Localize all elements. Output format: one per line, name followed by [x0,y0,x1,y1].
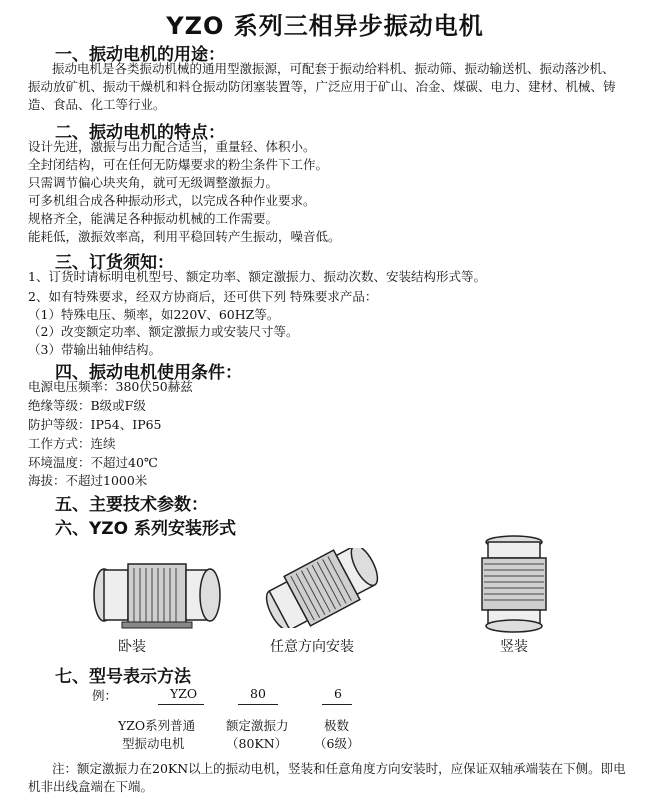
ordering-line: （3）带输出轴伸结构。 [28,342,161,357]
ordering-line: 2、如有特殊要求，经双方协商后，还可供下列 特殊要求产品： [28,289,378,304]
caption-any-direction: 任意方向安装 [270,639,354,655]
desc-series-line1: YZO系列普通 [118,718,196,733]
underline-poles [322,704,352,705]
caption-horizontal: 卧装 [118,639,146,655]
condition-line: 防护等级：IP54、IP65 [28,417,162,432]
desc-series-line2: 型振动电机 [122,736,185,751]
code-force: 80 [250,686,266,701]
section-heading-installation: 六、YZO 系列安装形式 [55,519,237,539]
ordering-line: 1、订货时请标明电机型号、额定功率、额定激振力、振动次数、安装结构形式等。 [28,269,486,284]
condition-line: 工作方式：连续 [28,436,116,451]
condition-line: 绝缘等级：B级或F级 [28,398,146,413]
feature-line: 全封闭结构，可在任何无防爆要求的粉尘条件下工作。 [28,157,329,172]
example-label: 例： [92,688,118,703]
feature-line: 设计先进，激振与出力配合适当，重量轻、体积小。 [28,139,316,154]
condition-line: 电源电压频率：380伏50赫兹 [28,379,193,394]
feature-line: 能耗低，激振效率高，利用平稳回转产生振动，噪音低。 [28,229,341,244]
usage-text: 振动电机是各类振动机械的通用型激振源，可配套于振动给料机、振动筛、振动输送机、振动落沙机、振动放矿机、振动干燥机和料仓振动防闭塞装置等，广泛应用于矿山、冶金、煤碳、电力、建材、机械、铸造、食品、化工等行业。 [28,61,616,112]
section-heading-model-notation: 七、型号表示方法 [55,667,191,687]
section-heading-ordering: 三、订货须知： [55,253,174,273]
any-direction-motor-image [262,548,382,628]
desc-force-line2: （80KN） [226,736,288,751]
vertical-motor-image [474,534,554,634]
usage-paragraph [28,60,626,114]
horizontal-motor-image [92,560,222,630]
section-heading-conditions: 四、振动电机使用条件： [55,363,242,383]
section-heading-parameters: 五、主要技术参数： [55,495,208,515]
code-poles: 6 [334,686,342,701]
desc-poles-line1: 极数 [324,718,350,733]
desc-poles-line2: （6级） [314,736,360,751]
section-heading-features: 二、振动电机的特点： [55,123,225,143]
ordering-line: （1）特殊电压、频率，如220V、60HZ等。 [28,307,280,322]
page-title: YZO 系列三相异步振动电机 [166,12,484,40]
underline-force [238,704,278,705]
section-heading-usage: 一、振动电机的用途： [55,45,225,65]
condition-line: 环境温度：不超过40℃ [28,455,158,470]
condition-line: 海拔：不超过1000米 [28,473,148,488]
feature-line: 只需调节偏心块夹角，就可无级调整激振力。 [28,175,279,190]
footnote [28,760,626,796]
desc-force-line1: 额定激振力 [226,718,289,733]
code-series: YZO [170,686,198,701]
ordering-line: （2）改变额定功率、额定激振力或安装尺寸等。 [28,324,299,339]
feature-line: 可多机组合成各种振动形式，以完成各种作业要求。 [28,193,316,208]
feature-line: 规格齐全，能满足各种振动机械的工作需要。 [28,211,279,226]
underline-series [158,704,204,705]
caption-vertical: 竖装 [500,639,528,655]
footnote-text: 注：额定激振力在20KN以上的振动电机，竖装和任意角度方向安装时，应保证双轴承端装在下侧。即电机非出线盒端在下端。 [28,761,626,794]
